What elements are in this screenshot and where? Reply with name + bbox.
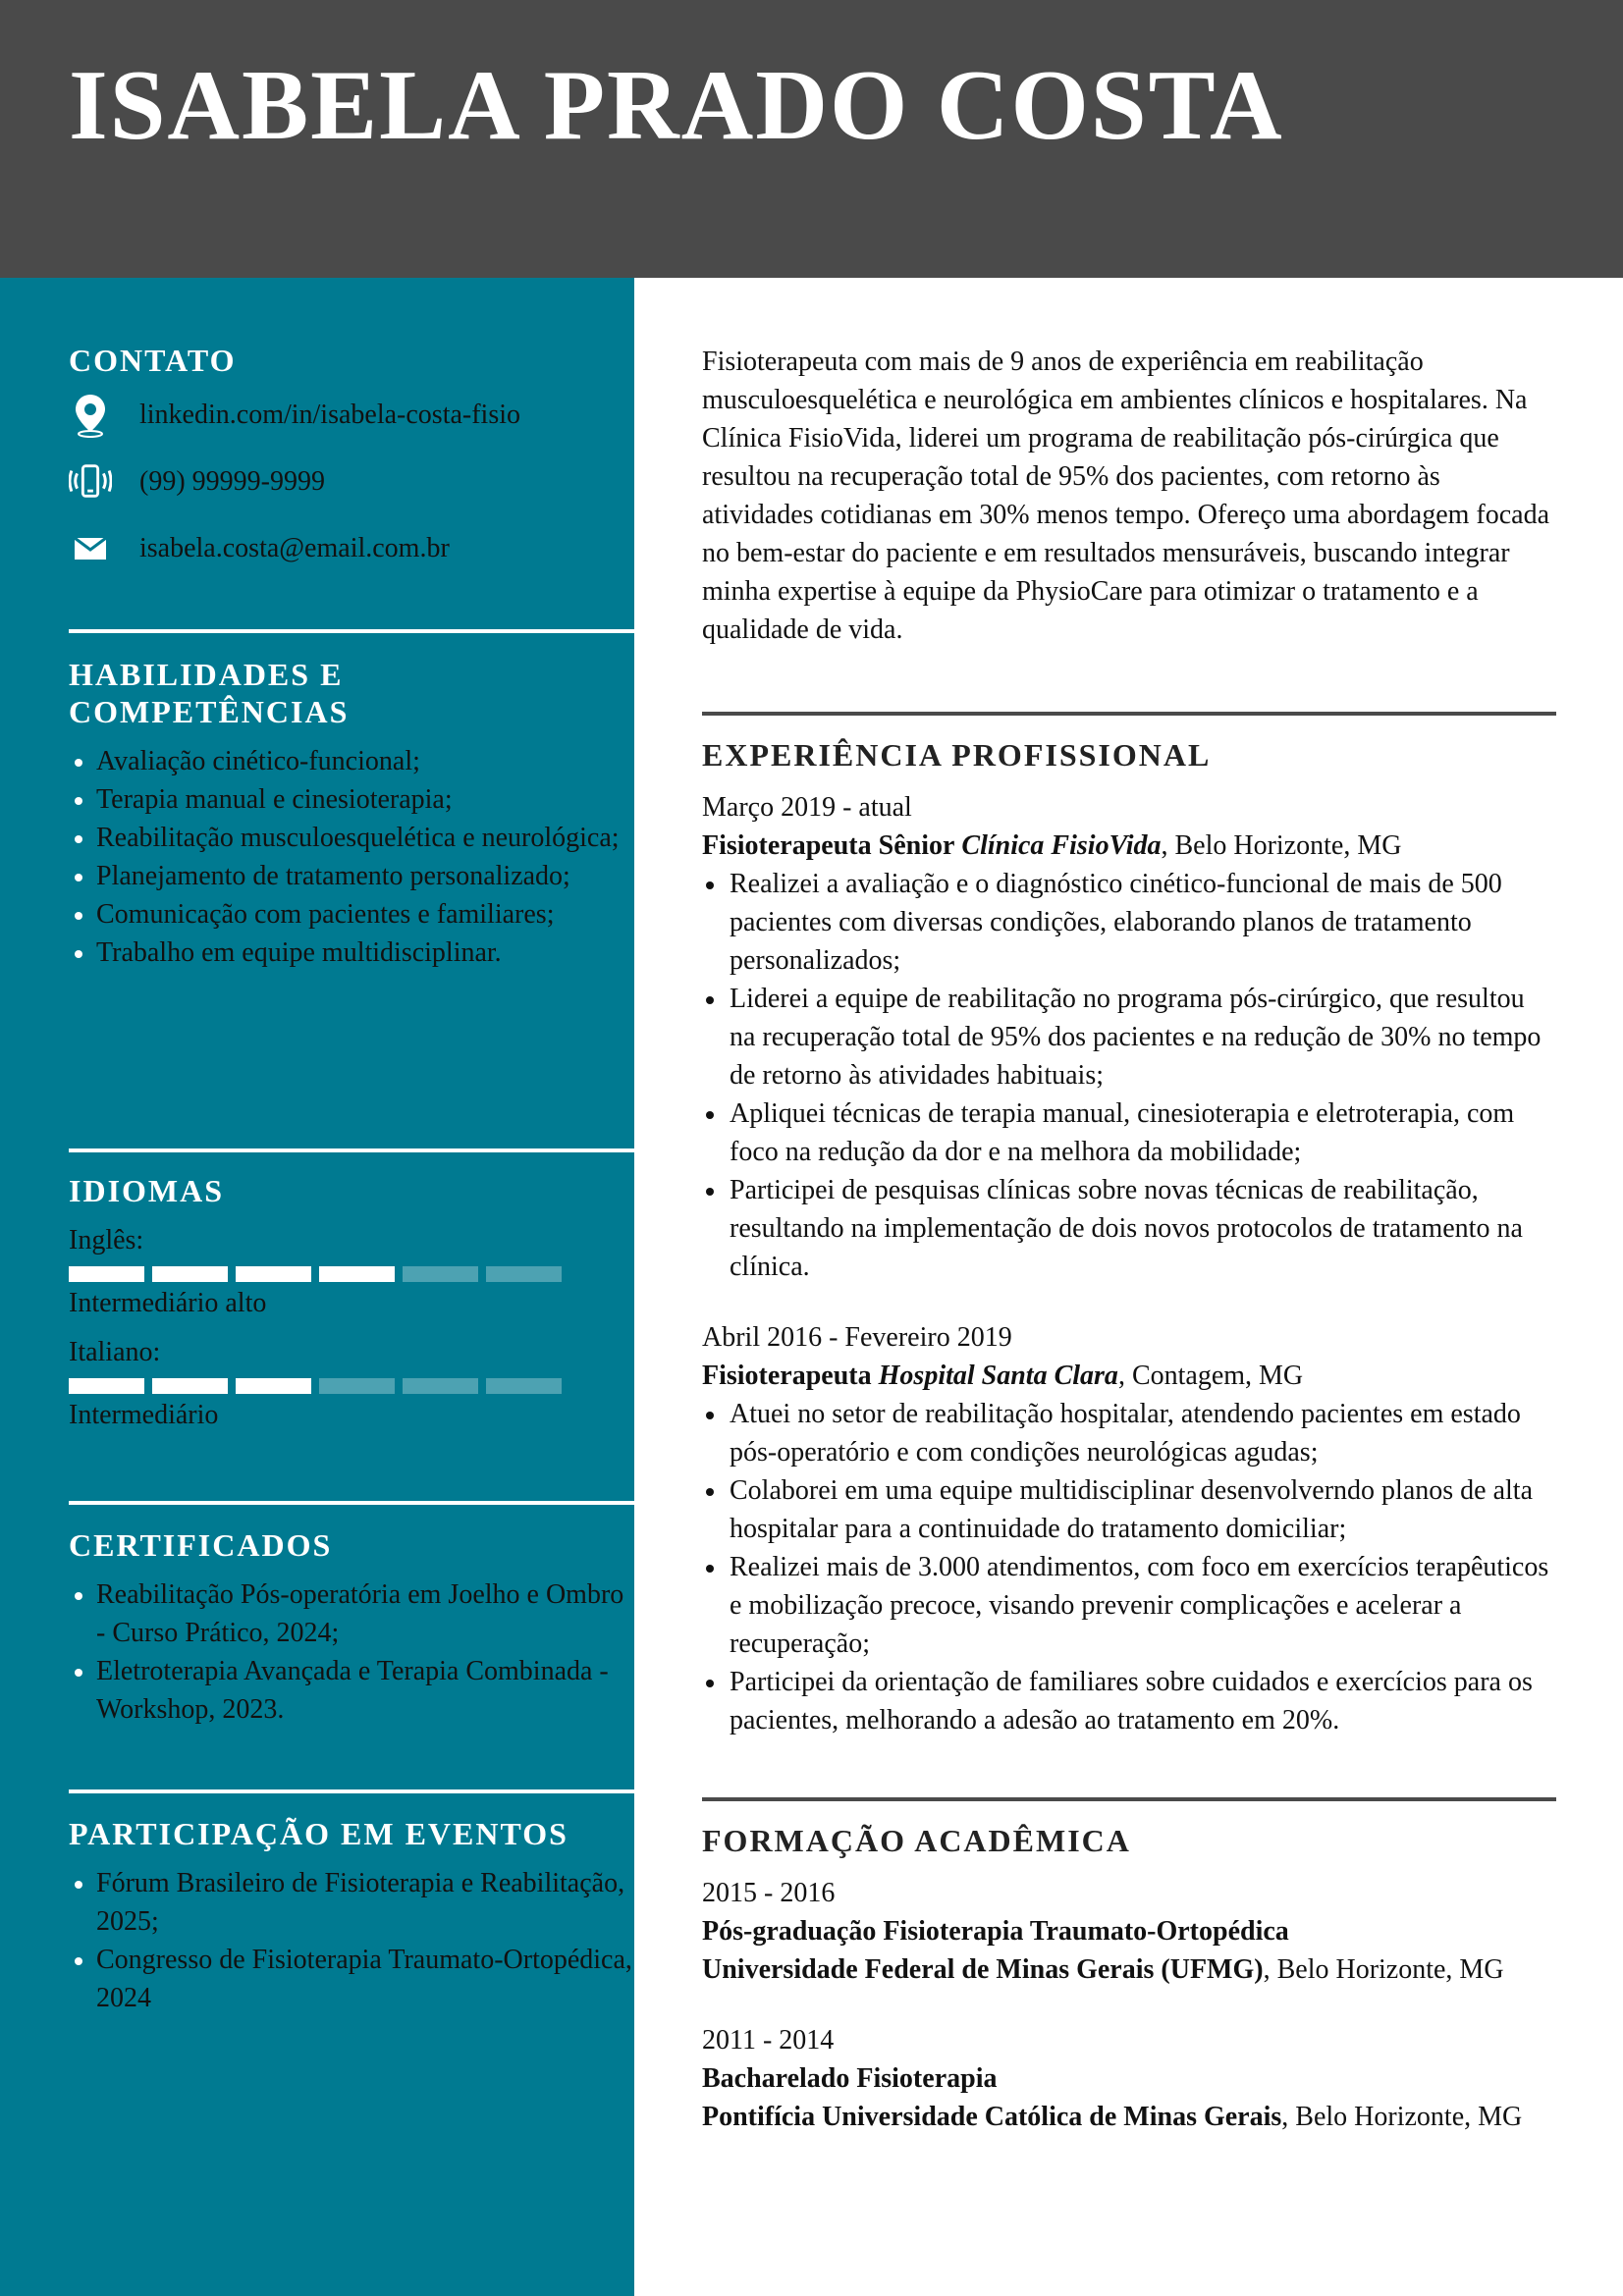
job-entry	[702, 788, 1556, 1286]
language-level-bar	[69, 1266, 634, 1282]
contact-phone[interactable]	[69, 457, 325, 507]
contact-title: CONTATO	[69, 343, 237, 378]
education-degree: Bacharelado Fisioterapia	[702, 2063, 998, 2094]
education-section	[702, 1822, 1556, 2136]
contact-section	[69, 342, 634, 379]
main-divider	[702, 1797, 1556, 1801]
level-segment	[486, 1266, 562, 1282]
list-item: Reabilitação musculoesquelética e neurológica;	[69, 819, 634, 857]
contact-email[interactable]	[69, 524, 450, 573]
list-item: Trabalho em equipe multidisciplinar.	[69, 934, 634, 972]
list-item: Congresso de Fisioterapia Traumato-Ortopédica, 2024	[69, 1941, 634, 2017]
level-segment	[319, 1266, 395, 1282]
email-text: isabela.costa@email.com.br	[139, 533, 450, 563]
education-school: Pontifícia Universidade Católica de Minas Gerais	[702, 2102, 1282, 2132]
experience-section	[702, 736, 1556, 1739]
list-item: Reabilitação Pós-operatória em Joelho e Ombro - Curso Prático, 2024;	[69, 1575, 634, 1652]
linkedin-text: linkedin.com/in/isabela-costa-fisio	[139, 400, 521, 430]
job-role: Fisioterapeuta Sênior	[702, 830, 955, 861]
education-degree: Pós-graduação Fisioterapia Traumato-Ortopédica	[702, 1916, 1289, 1947]
main-divider	[702, 712, 1556, 716]
list-item: Realizei a avaliação e o diagnóstico cinético-funcional de mais de 500 pacientes com diversas condições, elaborando planos de tratamento personalizados;	[702, 865, 1556, 980]
job-role-line	[702, 827, 1556, 865]
education-degree-line	[702, 1912, 1556, 1950]
education-location: , Belo Horizonte, MG	[1281, 2102, 1523, 2132]
skills-section	[69, 656, 634, 972]
skills-title-line1: HABILIDADES E	[69, 657, 344, 692]
list-item: Apliquei técnicas de terapia manual, cinesioterapia e eletroterapia, com foco na redução da dor e na melhora da mobilidade;	[702, 1095, 1556, 1171]
list-item: Eletroterapia Avançada e Terapia Combinada - Workshop, 2023.	[69, 1652, 634, 1729]
list-item: Liderei a equipe de reabilitação no programa pós-cirúrgico, que resultou na recuperação total de 95% dos pacientes e na redução de 30% no tempo de retorno às atividades habituais;	[702, 980, 1556, 1095]
sidebar-divider	[69, 629, 634, 633]
education-school-line	[702, 2098, 1556, 2136]
level-segment	[236, 1378, 311, 1394]
level-segment	[403, 1378, 478, 1394]
certificates-title: CERTIFICADOS	[69, 1527, 333, 1563]
skills-list	[69, 742, 634, 972]
language-italian	[69, 1335, 634, 1433]
level-segment	[69, 1378, 144, 1394]
job-location: , Contagem, MG	[1117, 1361, 1304, 1391]
contact-linkedin[interactable]	[69, 391, 521, 440]
list-item: Planejamento de tratamento personalizado;	[69, 857, 634, 895]
job-role-line	[702, 1357, 1556, 1395]
job-date: Março 2019 - atual	[702, 792, 912, 823]
certificates-section	[69, 1526, 634, 1729]
list-item: Comunicação com pacientes e familiares;	[69, 895, 634, 934]
language-level-bar	[69, 1378, 634, 1394]
job-entry	[702, 1318, 1556, 1739]
language-english	[69, 1223, 634, 1321]
education-title: FORMAÇÃO ACADÊMICA	[702, 1823, 1131, 1858]
level-segment	[69, 1266, 144, 1282]
list-item: Participei de pesquisas clínicas sobre novas técnicas de reabilitação, resultando na implementação de dois novos protocolos de tratamento na clínica.	[702, 1171, 1556, 1286]
list-item: Realizei mais de 3.000 atendimentos, com foco em exercícios terapêuticos e mobilização precoce, visando prevenir complicações e acelerar a recuperação;	[702, 1548, 1556, 1663]
job-company: Clínica FisioVida	[961, 830, 1162, 861]
language-name: Italiano:	[69, 1337, 161, 1367]
education-entry	[702, 1874, 1556, 1989]
education-entry	[702, 2021, 1556, 2136]
education-school: Universidade Federal de Minas Gerais (UFMG)	[702, 1954, 1264, 1985]
header-banner	[0, 0, 1623, 278]
list-item: Colaborei em uma equipe multidisciplinar desenvolverndo planos de alta hospitalar para a continuidade do tratamento domiciliar;	[702, 1471, 1556, 1548]
sidebar-divider	[69, 1501, 634, 1505]
list-item: Fórum Brasileiro de Fisioterapia e Reabilitação, 2025;	[69, 1864, 634, 1941]
list-item: Avaliação cinético-funcional;	[69, 742, 634, 780]
level-segment	[319, 1378, 395, 1394]
education-location: , Belo Horizonte, MG	[1263, 1954, 1504, 1985]
language-name: Inglês:	[69, 1225, 144, 1255]
mail-icon	[69, 527, 112, 570]
education-degree-line	[702, 2059, 1556, 2098]
job-role: Fisioterapeuta	[702, 1361, 872, 1391]
job-bullets	[702, 865, 1556, 1286]
phone-vibrate-icon	[69, 460, 112, 504]
events-list	[69, 1864, 634, 2017]
level-segment	[152, 1378, 228, 1394]
sidebar-divider	[69, 1148, 634, 1152]
level-segment	[152, 1266, 228, 1282]
sidebar-divider	[69, 1789, 634, 1793]
level-segment	[403, 1266, 478, 1282]
job-location: , Belo Horizonte, MG	[1161, 830, 1402, 861]
person-name: ISABELA PRADO COSTA	[69, 50, 1284, 161]
education-date: 2015 - 2016	[702, 1878, 836, 1908]
job-company: Hospital Santa Clara	[878, 1361, 1118, 1391]
contact-list	[69, 391, 634, 563]
list-item: Atuei no setor de reabilitação hospitalar, atendendo pacientes em estado pós-operatório e com condições neurológicas agudas;	[702, 1395, 1556, 1471]
location-pin-icon	[69, 394, 112, 437]
job-bullets	[702, 1395, 1556, 1739]
level-segment	[236, 1266, 311, 1282]
list-item: Terapia manual e cinesioterapia;	[69, 780, 634, 819]
skills-title-line2: COMPETÊNCIAS	[69, 694, 350, 729]
events-section	[69, 1815, 634, 2017]
languages-section	[69, 1172, 634, 1433]
list-item: Participei da orientação de familiares sobre cuidados e exercícios para os pacientes, melhorando a adesão ao tratamento em 20%.	[702, 1663, 1556, 1739]
education-school-line	[702, 1950, 1556, 1989]
language-level: Intermediário alto	[69, 1288, 267, 1318]
events-title: PARTICIPAÇÃO EM EVENTOS	[69, 1816, 568, 1851]
experience-title: EXPERIÊNCIA PROFISSIONAL	[702, 737, 1212, 773]
job-date: Abril 2016 - Fevereiro 2019	[702, 1322, 1012, 1353]
certificates-list	[69, 1575, 634, 1729]
phone-text: (99) 99999-9999	[139, 466, 325, 497]
education-date: 2011 - 2014	[702, 2025, 835, 2056]
language-level: Intermediário	[69, 1400, 219, 1430]
level-segment	[486, 1378, 562, 1394]
languages-title: IDIOMAS	[69, 1173, 225, 1208]
profile-summary: Fisioterapeuta com mais de 9 anos de experiência em reabilitação musculoesquelética e neurológica em ambientes clínicos e hospitalares. Na Clínica FisioVida, liderei um programa de reabilitação pós-cirúrgica que resultou na recuperação total de 95% dos pacientes, com retorno às atividades cotidianas em 30% menos tempo. Ofereço uma abordagem focada no bem-estar do paciente e em resultados mensuráveis, buscando integrar minha expertise à equipe da PhysioCare para otimizar o tratamento e a qualidade de vida.	[702, 347, 1550, 645]
